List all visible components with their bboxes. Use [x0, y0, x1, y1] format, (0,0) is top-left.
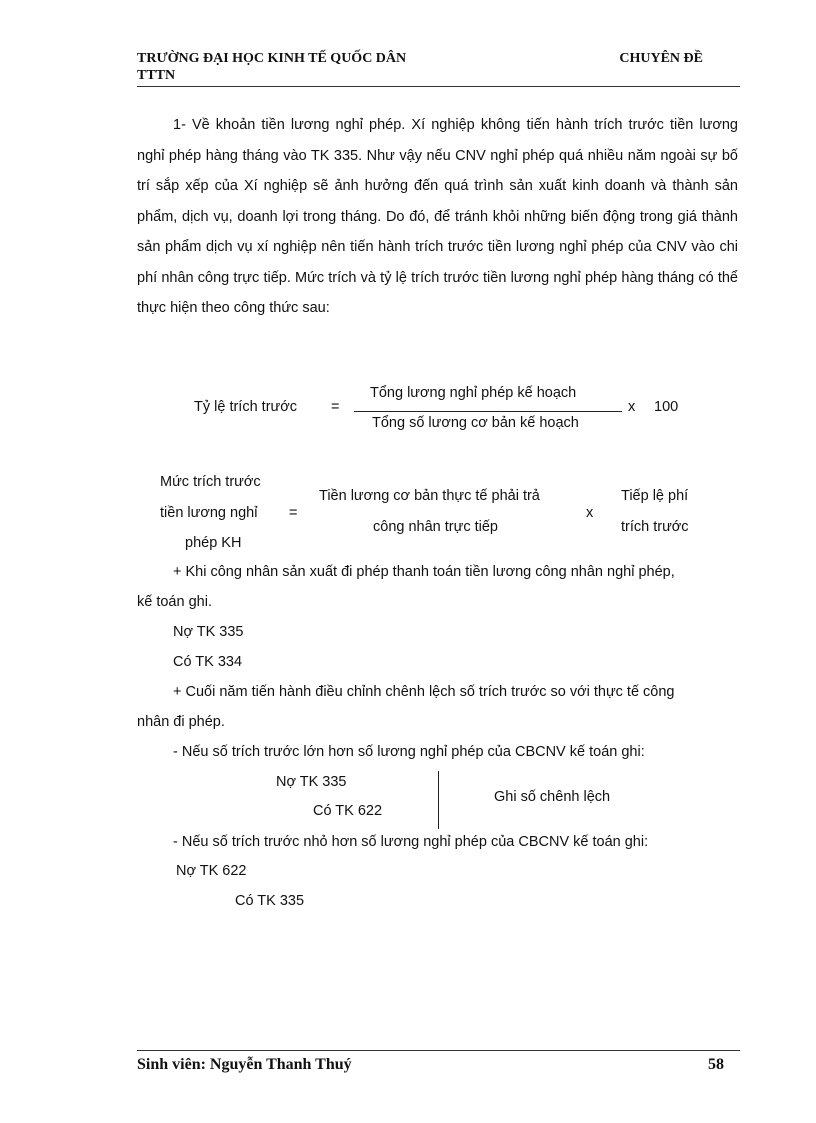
header-document-type: CHUYÊN ĐỀ	[619, 51, 703, 66]
formula2-lhs-line2: tiền lương nghỉ	[160, 505, 258, 521]
formula2-right-line1: Tiếp lệ phí	[621, 488, 689, 504]
case-smaller-credit: Có TK 335	[235, 893, 305, 909]
paragraph-year-end-line2: nhân đi phép.	[137, 714, 225, 730]
case-smaller-text: - Nếu số trích trước nhỏ hơn số lương nghỉ phép của CBCNV kế toán ghi:	[173, 834, 649, 850]
formula2-times: x	[586, 505, 594, 521]
formula1-lhs: Tỷ lệ trích trước	[194, 399, 298, 415]
formula1-fraction-bar	[354, 411, 622, 412]
footer-student-name: Sinh viên: Nguyễn Thanh Thuý	[137, 1056, 352, 1073]
journal-debit-335: Nợ TK 335	[173, 624, 244, 640]
formula2-mid-line1: Tiền lương cơ bản thực tế phải trả	[319, 488, 540, 504]
intro-paragraph: 1- Về khoản tiền lương nghỉ phép. Xí nghiệp không tiến hành trích trước tiền lương nghỉ phép hàng tháng vào TK 335. Như vậy nếu CNV nghỉ phép quá nhiều năm ngoài sự bố trí sắp xếp của Xí nghiệp sẽ ảnh hưởng đến quá trình sản xuất kinh doanh và thành sản phẩm, dịch vụ, doanh lợi trong tháng. Do đó, để tránh khỏi những biến động trong giá thành sản phẩm dịch vụ xí nghiệp nên tiến hành trích trước tiền lương nghỉ phép của CNV vào chi phí nhân công trực tiếp. Mức trích và tỷ lệ trích trước tiền lương nghỉ phép hàng tháng có thể thực hiện theo công thức sau:	[137, 117, 738, 316]
formula2-mid-line2: công nhân trực tiếp	[373, 519, 498, 535]
case-smaller-debit: Nợ TK 622	[176, 863, 247, 879]
header-institution: TRƯỜNG ĐẠI HỌC KINH TẾ QUỐC DÂN	[137, 51, 407, 66]
paragraph-year-end-line1: + Cuối năm tiến hành điều chỉnh chênh lệch số trích trước so với thực tế công	[173, 684, 675, 700]
formula1-times: x	[628, 399, 636, 415]
paragraph-leave-payment-line2: kế toán ghi.	[137, 594, 212, 610]
footer-rule	[137, 1050, 740, 1051]
header-document-subtype: TTTN	[137, 68, 176, 83]
case-larger-credit: Có TK 622	[313, 803, 383, 819]
case-larger-note: Ghi số chênh lệch	[494, 789, 611, 805]
formula1-factor: 100	[654, 399, 679, 415]
case-larger-debit: Nợ TK 335	[276, 774, 347, 790]
journal-bracket-line	[438, 771, 439, 829]
formula2-lhs-line3: phép KH	[185, 535, 242, 551]
page-number: 58	[708, 1056, 724, 1073]
paragraph-leave-payment-line1: + Khi công nhân sản xuất đi phép thanh toán tiền lương công nhân nghỉ phép,	[173, 564, 675, 580]
journal-credit-334: Có TK 334	[173, 654, 243, 670]
formula1-equals: =	[331, 399, 340, 415]
formula2-equals: =	[289, 505, 298, 521]
formula1-denominator: Tổng số lương cơ bản kế hoạch	[372, 415, 579, 431]
header-rule	[137, 86, 740, 87]
formula1-numerator: Tổng lương nghỉ phép kế hoạch	[370, 385, 577, 401]
formula2-right-line2: trích trước	[621, 519, 689, 535]
case-larger-text: - Nếu số trích trước lớn hơn số lương nghỉ phép của CBCNV kế toán ghi:	[173, 744, 645, 760]
formula2-lhs-line1: Mức trích trước	[160, 474, 261, 490]
